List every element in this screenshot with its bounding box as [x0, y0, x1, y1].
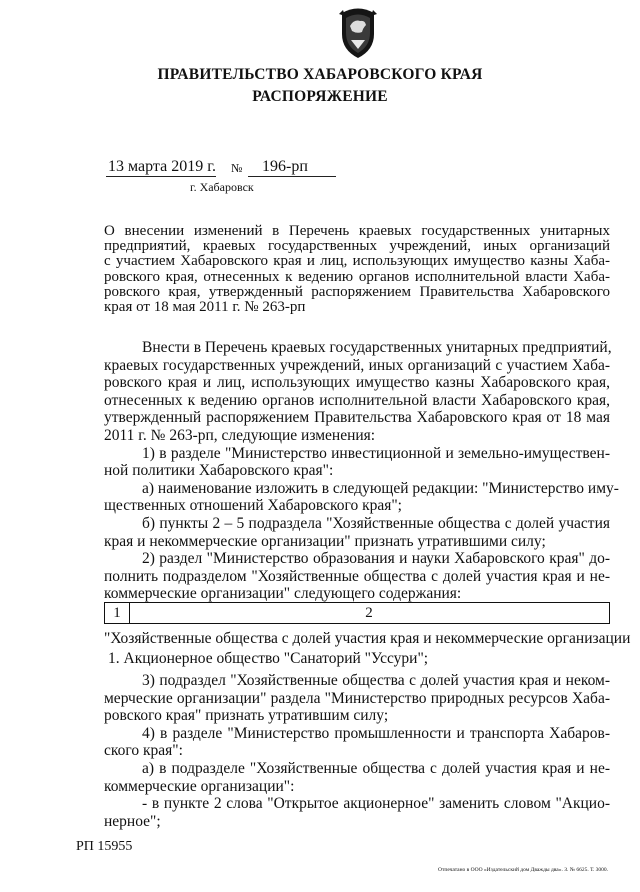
table-col-1: 1 [105, 603, 130, 623]
body-line: коммерческие организации" следующего содержания: [104, 585, 462, 603]
body-line: полнить подразделом "Хозяйственные общества с долей участия края и не- [104, 567, 610, 585]
government-title: ПРАВИТЕЛЬСТВО ХАБАРОВСКОГО КРАЯ [157, 66, 483, 83]
subject-line: О внесении изменений в Перечень краевых государственных унитарных [104, 223, 610, 239]
body-line: - в пункте 2 слова "Открытое акционерное" заменить словом "Акцио- [142, 795, 610, 813]
body-line: Внести в Перечень краевых государственных унитарных предприятий, [142, 339, 612, 356]
body-line: 3) подраздел "Хозяйственные общества с долей участия края и неком- [142, 672, 610, 689]
body-line: 4) в разделе "Министерство промышленности и транспорта Хабаров- [142, 724, 610, 742]
body-line: отнесенных к ведению органов исполнительной власти Хабаровского края, [104, 391, 610, 409]
body-line: ной политики Хабаровского края": [104, 462, 334, 480]
document-number: 196-рп [262, 158, 308, 175]
number-underline [248, 176, 336, 177]
body-line: 2011 г. № 263-рп, следующие изменения: [104, 426, 376, 444]
body-part-1 [104, 339, 619, 603]
body-line: ровского края и лиц, использующих имущество казны Хабаровского края, [104, 374, 610, 392]
coat-of-arms-emblem [335, 4, 381, 60]
body-line: нерное"; [104, 812, 161, 830]
subject-line: ровского края, отнесенных к ведению органов исполнительной власти Хаба- [104, 268, 610, 285]
printer-imprint: Отпечатано в ООО «Издательский дом Дважды два». З. № 6625. Т. 3000. [438, 867, 609, 873]
body-part-2 [104, 672, 610, 830]
document-subject [104, 224, 610, 315]
body-line: а) в подразделе "Хозяйственные общества с долей участия края и не- [142, 759, 610, 777]
body-line: щественных отношений Хабаровского края"; [104, 497, 402, 515]
body-line: мерческие организации" раздела "Министерство природных ресурсов Хаба- [104, 689, 610, 707]
body-line: 2) раздел "Министерство образования и науки Хабаровского края" до- [142, 550, 610, 568]
body-line: утвержденный распоряжением Правительства Хабаровского края от 18 мая [104, 409, 610, 427]
subject-line: предприятий, краевых государственных учреждений, иных организаций [104, 238, 610, 255]
subject-line: ровского края, утвержденный распоряжением Правительства Хабаровского [104, 283, 610, 300]
number-sign: № [231, 161, 243, 175]
body-line: ровского края" признать утратившим силу; [104, 707, 389, 725]
subject-line: края от 18 мая 2011 г. № 263-рп [104, 299, 306, 316]
document-type: РАСПОРЯЖЕНИЕ [252, 88, 388, 105]
document-date: 13 марта 2019 г. [108, 158, 216, 175]
body-line: краевых государственных учреждений, иных организаций с участием Хаба- [104, 356, 610, 374]
subject-line: с участием Хабаровского края и лиц, использующих имущество казны Хаба- [104, 253, 610, 270]
city: г. Хабаровск [190, 180, 254, 194]
body-line: ского края": [104, 742, 183, 760]
body-line: б) пункты 2 – 5 подраздела "Хозяйственные общества с долей участия [142, 514, 610, 532]
body-line: а) наименование изложить в следующей редакции: "Министерство иму- [142, 479, 619, 497]
body-line: 1) в разделе "Министерство инвестиционной и земельно-имуществен- [142, 444, 610, 462]
body-line: края и некоммерческие организации" признать утратившими силу; [104, 532, 546, 550]
subsection-title: "Хозяйственные общества с долей участия края и некоммерческие организации [104, 630, 631, 647]
subsection-item: 1. Акционерное общество "Санаторий "Уссури"; [108, 650, 429, 667]
body-line: коммерческие организации": [104, 777, 295, 795]
table-col-2: 2 [365, 605, 373, 621]
date-underline [106, 176, 216, 177]
inserted-table-header [104, 602, 610, 624]
registration-code: РП 15955 [76, 839, 133, 854]
